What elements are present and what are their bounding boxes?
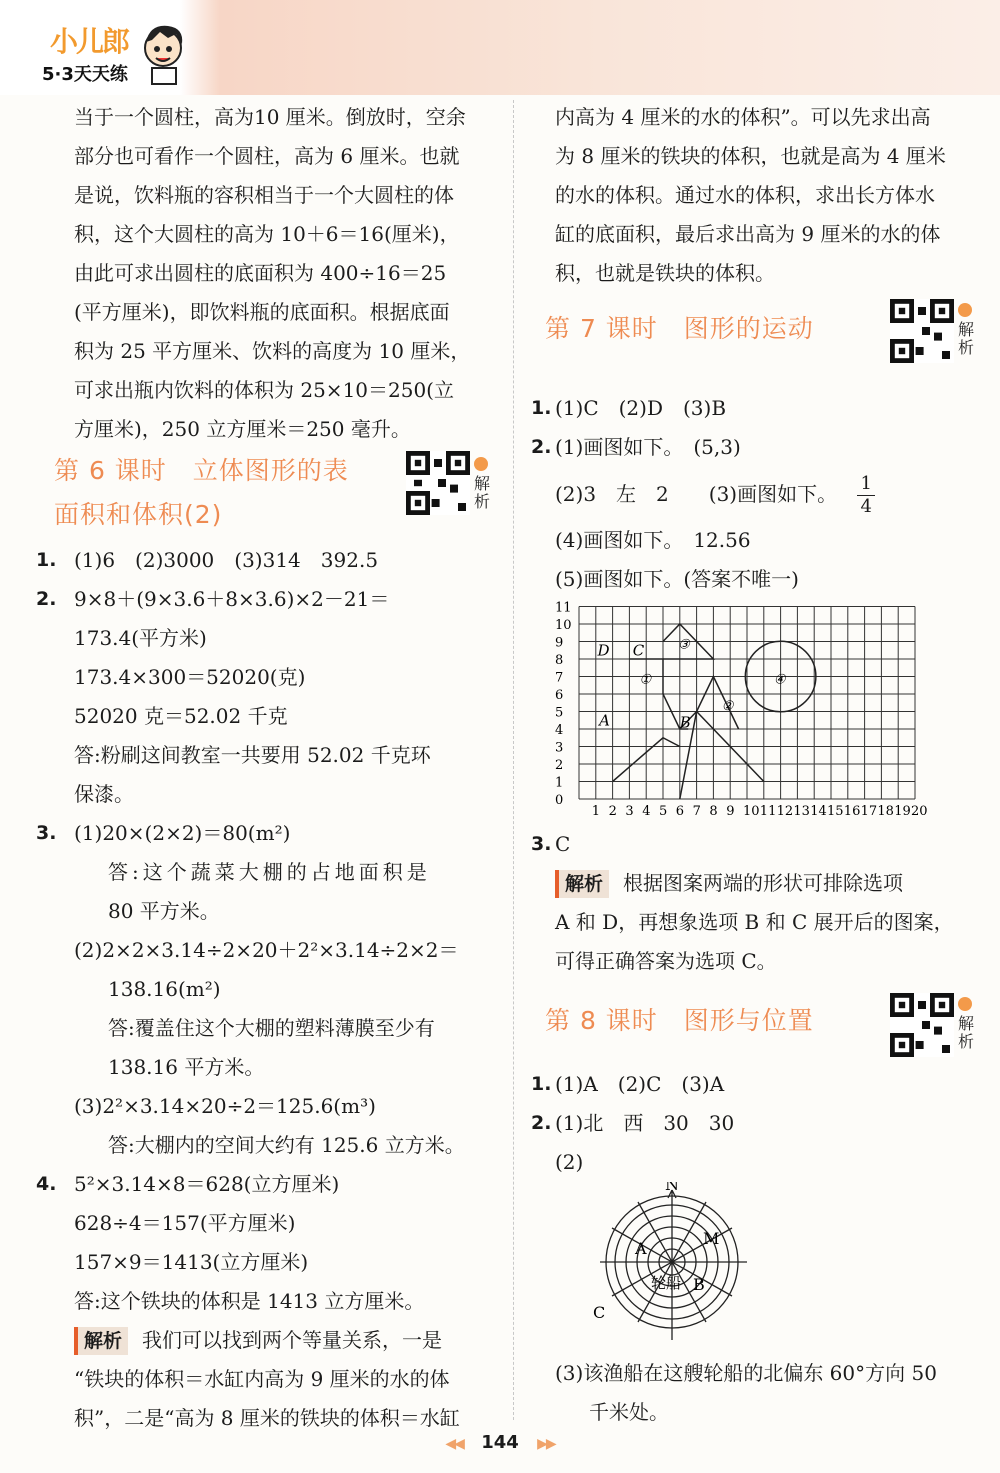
q1-answer: (1)6 (2)3000 (3)314 392.5 (74, 548, 379, 572)
x-tick-label: 2 (608, 804, 617, 819)
y-tick-label: 6 (555, 688, 564, 703)
text-line: 内高为 4 厘米的水的体积”。可以先求出高 (555, 105, 931, 129)
marker-4-label: ④ (773, 672, 786, 688)
play-icon (958, 997, 972, 1011)
q2-2: (2)3 左 2 (3)画图如下。 (555, 482, 838, 506)
answer-line: 答:覆盖住这个大棚的塑料薄膜至少有 (108, 1016, 435, 1040)
x-tick-label: 1 (591, 804, 601, 819)
q1-line (531, 389, 995, 428)
y-tick-label: 7 (555, 670, 564, 686)
qr-label: 解析 (958, 1014, 975, 1051)
qr-code-icon[interactable] (890, 299, 954, 363)
text-line: 保漆。 (74, 782, 134, 806)
text-line: 52020 克＝52.02 千克 (74, 704, 288, 728)
y-tick-label: 10 (555, 618, 572, 633)
q1-line (36, 541, 499, 580)
compass-figure (555, 1182, 995, 1354)
x-tick-label: 9 (726, 804, 735, 819)
x-tick-label: 13 (793, 804, 810, 819)
question-number: 3. (531, 833, 552, 855)
q3-line (36, 814, 499, 853)
x-tick-label: 10 (743, 804, 760, 819)
north-label: N (665, 1182, 679, 1194)
q1-answer: (1)C (2)D (3)B (555, 396, 727, 420)
y-tick-label: 0 (555, 793, 564, 808)
x-tick-label: 12 (776, 804, 794, 819)
point-a-label: A (599, 711, 611, 730)
prev-arrow-icon: ◀◀ (445, 1436, 463, 1452)
left-column (36, 98, 499, 1438)
jiexi-tag: 解析 (555, 870, 609, 898)
compass-diagram (555, 1182, 855, 1354)
coordinate-grid-figure (555, 599, 995, 821)
q2-1: (1)画图如下。 (5,3) (555, 435, 741, 459)
q4-line (36, 1165, 499, 1204)
marker-3-label: ③ (678, 637, 690, 653)
y-tick-label: 2 (555, 758, 564, 773)
fraction-denominator: 4 (860, 496, 872, 517)
text-line: 部分也可看作一个圆柱，高为 6 厘米。也就 (74, 144, 460, 168)
logo-subtitle: 5·3天天练 (42, 64, 128, 85)
y-tick-label: 11 (555, 600, 572, 616)
question-number: 1. (531, 1073, 552, 1095)
q4-text: 5²×3.14×8＝628(立方厘米) (74, 1172, 340, 1196)
next-arrow-icon: ▶▶ (537, 1436, 555, 1452)
text-line: 157×9＝1413(立方厘米) (74, 1250, 309, 1274)
qr-code-icon[interactable] (406, 451, 470, 515)
section-title: 第 6 课时 立体图形的表 (54, 456, 349, 485)
question-number: 3. (36, 822, 57, 844)
text-line: 628÷4＝157(平方厘米) (74, 1211, 296, 1235)
page-footer (0, 1432, 1000, 1453)
section-6-header (54, 449, 499, 541)
x-tick-label: 5 (659, 804, 668, 819)
question-number: 4. (36, 1173, 57, 1195)
x-tick-label: 11 (759, 804, 777, 819)
text-line: (2)2×2×3.14÷2×20＋2²×3.14÷2×2＝ (74, 938, 459, 962)
text-line: (3)该渔船在这艘轮船的北偏东 60°方向 50 (555, 1361, 937, 1385)
ship-label: 轮船 (651, 1274, 682, 1292)
text-line: (4)画图如下。 12.56 (555, 528, 751, 552)
text-line: 为 8 厘米的铁块的体积，也就是高为 4 厘米 (555, 144, 946, 168)
jiexi-tag: 解析 (74, 1327, 128, 1355)
point-d-label: D (597, 641, 610, 660)
text-line: 积，也就是铁块的体积。 (555, 261, 775, 285)
text-line: 答:这个铁块的体积是 1413 立方厘米。 (74, 1289, 425, 1313)
x-tick-label: 4 (642, 804, 651, 819)
section-title: 第 7 课时 图形的运动 (545, 314, 814, 343)
s8-q1-answer: (1)A (2)C (3)A (555, 1072, 725, 1096)
text-line: (5)画图如下。(答案不唯一) (555, 567, 799, 591)
text-line: 当于一个圆柱，高为10 厘米。倒放时，空余 (74, 105, 466, 129)
play-icon (474, 457, 488, 471)
x-tick-label: 19 (894, 804, 911, 819)
q2-line (531, 428, 995, 467)
jiexi-text: 我们可以找到两个等量关系，一是 (142, 1328, 443, 1352)
page-number: 144 (481, 1432, 519, 1453)
text-line: 积为 25 平方厘米、饮料的高度为 10 厘米， (74, 339, 471, 363)
point-a-label: A (635, 1239, 647, 1258)
logo-title: 小儿郎 (50, 25, 129, 58)
question-number: 1. (531, 397, 552, 419)
text-line: (平方厘米)，即饮料瓶的底面积。根据底面 (74, 300, 450, 324)
q2-text: 9×8＋(9×3.6＋8×3.6)×2－21＝ (74, 587, 390, 611)
answer-line: 138.16 平方米。 (108, 1055, 265, 1079)
text-line: 可求出瓶内饮料的体积为 25×10＝250(立 (74, 378, 454, 402)
text-line: (3)2²×3.14×20÷2＝125.6(m³) (74, 1094, 376, 1118)
x-tick-label: 14 (810, 804, 827, 819)
section-title-cont: 面积和体积(2) (54, 500, 223, 529)
y-tick-label: 9 (555, 635, 564, 651)
text-line: (2) (555, 1150, 584, 1174)
question-number: 2. (531, 1112, 552, 1134)
point-c-label: C (593, 1303, 606, 1322)
question-number: 1. (36, 549, 57, 571)
text-line: 缸的底面积，最后求出高为 9 厘米的水的体 (555, 222, 941, 246)
mascot-icon (138, 20, 188, 86)
text-line: 千米处。 (589, 1400, 669, 1424)
y-tick-label: 8 (555, 653, 564, 668)
x-tick-label: 3 (625, 804, 634, 819)
text-line: 138.16(m²) (108, 977, 221, 1001)
x-tick-label: 18 (877, 804, 894, 819)
text-line: 173.4(平方米) (74, 626, 207, 650)
section-title: 第 8 课时 图形与位置 (545, 1006, 814, 1035)
point-m-label: M (703, 1229, 720, 1248)
marker-1-label: ① (639, 672, 652, 688)
q2-line (36, 580, 499, 619)
column-divider (513, 100, 514, 1420)
play-icon (958, 303, 972, 317)
x-tick-label: 7 (692, 804, 701, 819)
fraction-numerator: 1 (857, 473, 874, 496)
x-tick-label: 20 (911, 804, 928, 819)
q3-answer: C (555, 832, 571, 856)
text-line: 是说，饮料瓶的容积相当于一个大圆柱的体 (74, 183, 454, 207)
text-line: 积”，二是“高为 8 厘米的铁块的体积＝水缸 (74, 1406, 460, 1430)
coordinate-grid (555, 599, 955, 821)
x-tick-label: 8 (709, 804, 718, 819)
x-tick-label: 15 (827, 804, 844, 819)
text-line: A 和 D，再想象选项 B 和 C 展开后的图案， (555, 910, 954, 934)
marker-2-label: ② (721, 698, 734, 714)
jiexi-text: 根据图案两端的形状可排除选项 (623, 871, 904, 895)
jiexi-line (74, 1321, 499, 1360)
qr-code-icon[interactable] (890, 993, 954, 1057)
x-tick-label: 6 (675, 804, 685, 819)
y-tick-label: 3 (555, 740, 564, 756)
y-tick-label: 4 (555, 723, 564, 738)
text-line: 可得正确答案为选项 C。 (555, 949, 777, 973)
text-line: 173.4×300＝52020(克) (74, 665, 306, 689)
brand-logo (8, 8, 208, 88)
point-c-label: C (632, 641, 645, 660)
y-tick-label: 5 (555, 705, 564, 721)
q3a-text: (1)20×(2×2)＝80(m²) (74, 821, 291, 845)
text-line: 由此可求出圆柱的底面积为 400÷16＝25 (74, 261, 447, 285)
q2-2-line (555, 467, 995, 521)
text-line: “铁块的体积＝水缸内高为 9 厘米的水的体 (74, 1367, 450, 1391)
s8-q2-1: (1)北 西 30 30 (555, 1111, 735, 1135)
right-column (531, 98, 995, 1432)
point-b-label: B (679, 713, 691, 732)
text-line: 的水的体积。通过水的体积，求出长方体水 (555, 183, 935, 207)
s8-q2-line (531, 1104, 995, 1143)
point-b-label: B (693, 1275, 705, 1294)
y-tick-label: 1 (555, 775, 564, 791)
section-8-header (545, 981, 995, 1065)
section-7-header (545, 293, 995, 389)
answer-line: 答:这个蔬菜大棚的占地面积是 (108, 860, 431, 884)
answer-line: 80 平方米。 (108, 899, 220, 923)
text-line: 积，这个大圆柱的高为 10＋6＝16(厘米)， (74, 222, 460, 246)
x-tick-label: 17 (860, 804, 878, 819)
qr-label: 解析 (474, 474, 491, 511)
x-tick-label: 16 (843, 804, 861, 819)
question-number: 2. (531, 436, 552, 458)
fraction (857, 473, 874, 518)
s8-q1-line (531, 1065, 995, 1104)
jiexi-line (555, 864, 995, 903)
question-number: 2. (36, 588, 57, 610)
text-line: 答:粉刷这间教室一共要用 52.02 千克环 (74, 743, 431, 767)
text-line: 方厘米)，250 立方厘米＝250 毫升。 (74, 417, 411, 441)
qr-label: 解析 (958, 320, 975, 357)
answer-line: 答:大棚内的空间大约有 125.6 立方米。 (108, 1133, 465, 1157)
q3-line (531, 825, 995, 864)
